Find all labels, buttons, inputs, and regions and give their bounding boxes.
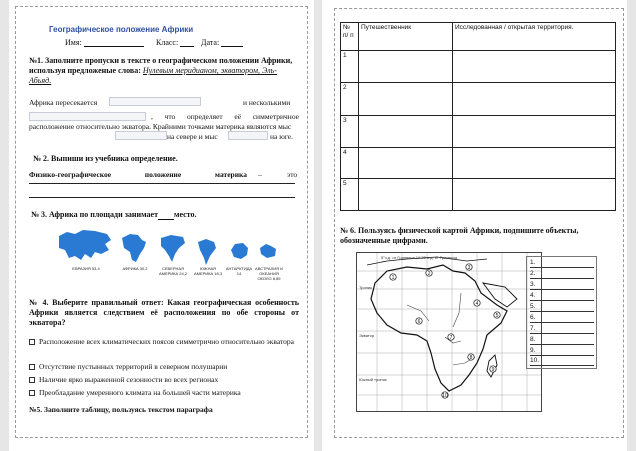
continent-label-australia: АВСТРАЛИЯ И ОКЕАНИЯ ОКОЛО 8,89 [255,266,283,281]
svg-text:8: 8 [469,354,473,361]
north-america-shape [161,235,185,262]
continent-label-africa: АФРИКА 30,2 [122,266,148,271]
graticule [357,253,541,411]
svg-text:9: 9 [491,366,495,373]
q4-option-4[interactable]: Преобладание умеренного климата на большей части материка [29,388,241,398]
q1-text-1: Африка пересекается [29,98,98,107]
q6-heading: № 6. Пользуясь физической картой Африки, подпишите объекты, обозначенные цифрами. [340,226,579,245]
q1-text-4: на севере и мыс [167,132,218,141]
answer-line-2[interactable]: 2. [530,270,594,279]
class-label: Класс: [156,38,179,47]
traveler-cell[interactable] [359,148,453,179]
continent-antarctica [229,242,249,260]
q1-words: Нулевым меридианом, экватором, Эль-Абьяд. [29,66,277,85]
answer-line-9[interactable]: 9. [530,347,594,356]
q1-text-3: , что определяет её симметричное расположение относительно экватора. Крайними точками материка являются мыс [29,112,299,131]
col-header-traveler: Путешественник [359,23,453,51]
q1-blank-1[interactable] [109,97,201,106]
eurasia-shape [59,230,111,260]
col-header-number: № п/ п [341,23,359,51]
q2-dash: – [258,170,262,179]
q4-heading: № 4. Выберите правильный ответ: Какая географическая особенность Африки является следствием её расположения по обе стороны от экватора? [29,298,299,327]
answer-line-10[interactable]: 10. [530,357,594,366]
table-row[interactable] [341,179,616,211]
table-row[interactable] [341,83,616,116]
continent-label-eurasia: ЕВРАЗИЯ 53,4 [72,266,100,271]
map-tropic-south: Южный тропик [359,377,387,382]
q4-checkbox-2[interactable] [29,364,35,370]
territory-cell[interactable] [453,51,616,83]
answer-line-6[interactable]: 6. [530,314,594,323]
svg-text:6: 6 [417,318,421,325]
continent-label-south-america: ЮЖНАЯ АМЕРИКА 18,3 [193,266,223,276]
right-page [322,0,627,451]
svg-text:5: 5 [495,312,499,319]
territory-cell[interactable] [453,116,616,148]
name-line[interactable] [84,39,144,47]
continent-south-america [196,238,218,266]
q4-checkbox-1[interactable] [29,339,35,345]
q4-checkbox-3[interactable] [29,377,35,383]
map-marker-8 [468,354,474,361]
rivers [407,293,475,365]
traveler-cell[interactable] [359,83,453,116]
map-marker-9 [490,366,496,373]
map-marker-3 [466,264,472,271]
answer-line-1[interactable]: 1. [530,259,594,268]
svg-text:2: 2 [427,270,431,277]
q4-option-2[interactable]: Отсутствие пустынных территорий в северном полушарии [29,362,227,372]
date-label: Дата: [201,38,220,47]
territory-cell[interactable] [453,179,616,211]
map-marker-5 [494,312,500,319]
map-marker-6 [416,318,422,325]
class-line[interactable] [180,39,194,47]
q2-answer-line-2[interactable] [29,197,295,198]
explorers-table [340,22,616,211]
q1-text-5: на юге. [270,132,294,141]
answers-box [526,256,597,369]
name-label: Имя: [65,38,82,47]
continent-label-antarctica: АНТАРКТИДА 14 [225,266,253,276]
q2-heading: № 2. Выпиши из учебника определение. [33,154,178,163]
africa-shape [122,234,146,262]
row-number: 3 [341,116,359,148]
svg-text:4: 4 [475,300,479,307]
q2-term: Физико-географическое положение материка [29,170,247,179]
svg-text:10: 10 [442,392,448,399]
map-equator: Экватор [359,333,375,338]
answer-line-3[interactable]: 3. [530,281,594,290]
q5-heading: №5. Заполните таблицу, пользуясь текстом параграфа [29,405,213,414]
svg-text:3: 3 [467,264,471,271]
table-row[interactable] [341,51,616,83]
map-marker-7 [448,334,454,341]
answer-line-4[interactable]: 4. [530,292,594,301]
name-field[interactable] [65,38,144,47]
answer-line-5[interactable]: 5. [530,303,594,312]
continent-north-america [159,234,187,264]
q4-option-1[interactable]: Расположение всех климатических поясов симметрично относительно экватора [29,336,299,348]
table-row[interactable] [341,116,616,148]
date-line[interactable] [221,39,243,47]
row-number: 5 [341,179,359,211]
q1-blank-4[interactable] [228,131,268,140]
map-top-caption: 5°з.д. от Гринвича 10 20 в.д. от Гринвича [381,255,458,260]
row-number: 2 [341,83,359,116]
map-marker-1 [390,274,396,281]
q3-blank[interactable] [158,212,174,220]
territory-cell[interactable] [453,148,616,179]
traveler-cell[interactable] [359,179,453,211]
map-marker-10 [442,392,448,399]
worksheet-title: Географическое положение Африки [49,25,194,34]
q2-answer-line-1[interactable] [29,183,295,184]
table-row[interactable] [341,148,616,179]
left-page [9,0,314,451]
q1-blank-3[interactable] [115,131,167,140]
antarctica-shape [231,243,248,259]
q1-text-2: и несколькими [243,98,291,107]
q3-heading: № 3. Африка по площади занимает место. [31,210,197,219]
svg-text:7: 7 [449,334,453,341]
answer-line-7[interactable]: 7. [530,325,594,334]
territory-cell[interactable] [453,83,616,116]
continent-africa [120,232,148,264]
table-header-row [341,23,616,51]
traveler-cell[interactable] [359,116,453,148]
row-number: 4 [341,148,359,179]
q2-tail: это [287,170,298,179]
row-number: 1 [341,51,359,83]
map-tropic-north: Тропик [359,285,372,290]
map-svg [357,253,541,411]
south-america-shape [198,239,216,265]
date-field[interactable] [201,38,243,47]
continent-australia [259,243,277,259]
map-marker-2 [426,270,432,277]
q4-checkbox-4[interactable] [29,390,35,396]
map-marker-4 [474,300,480,307]
traveler-cell[interactable] [359,51,453,83]
q1-heading: №1. Заполните пропуски в тексте о географическом положении Африки, используя предложеные слова: Нулевым меридианом, экватором, Эль-Абьяд. [29,56,293,85]
q4-option-3[interactable]: Наличие ярко выраженной сезонности во всех регионах [29,375,218,385]
australia-shape [260,244,276,258]
col-header-territory: Исследованная / открытая территория. [453,23,616,51]
continent-eurasia [55,228,113,264]
class-field[interactable] [156,38,194,47]
svg-text:1: 1 [391,274,395,281]
answer-line-8[interactable]: 8. [530,336,594,345]
continent-label-north-america: СЕВЕРНАЯ АМЕРИКА 24,2 [158,266,188,276]
arabia [483,283,517,307]
africa-map [356,252,542,412]
